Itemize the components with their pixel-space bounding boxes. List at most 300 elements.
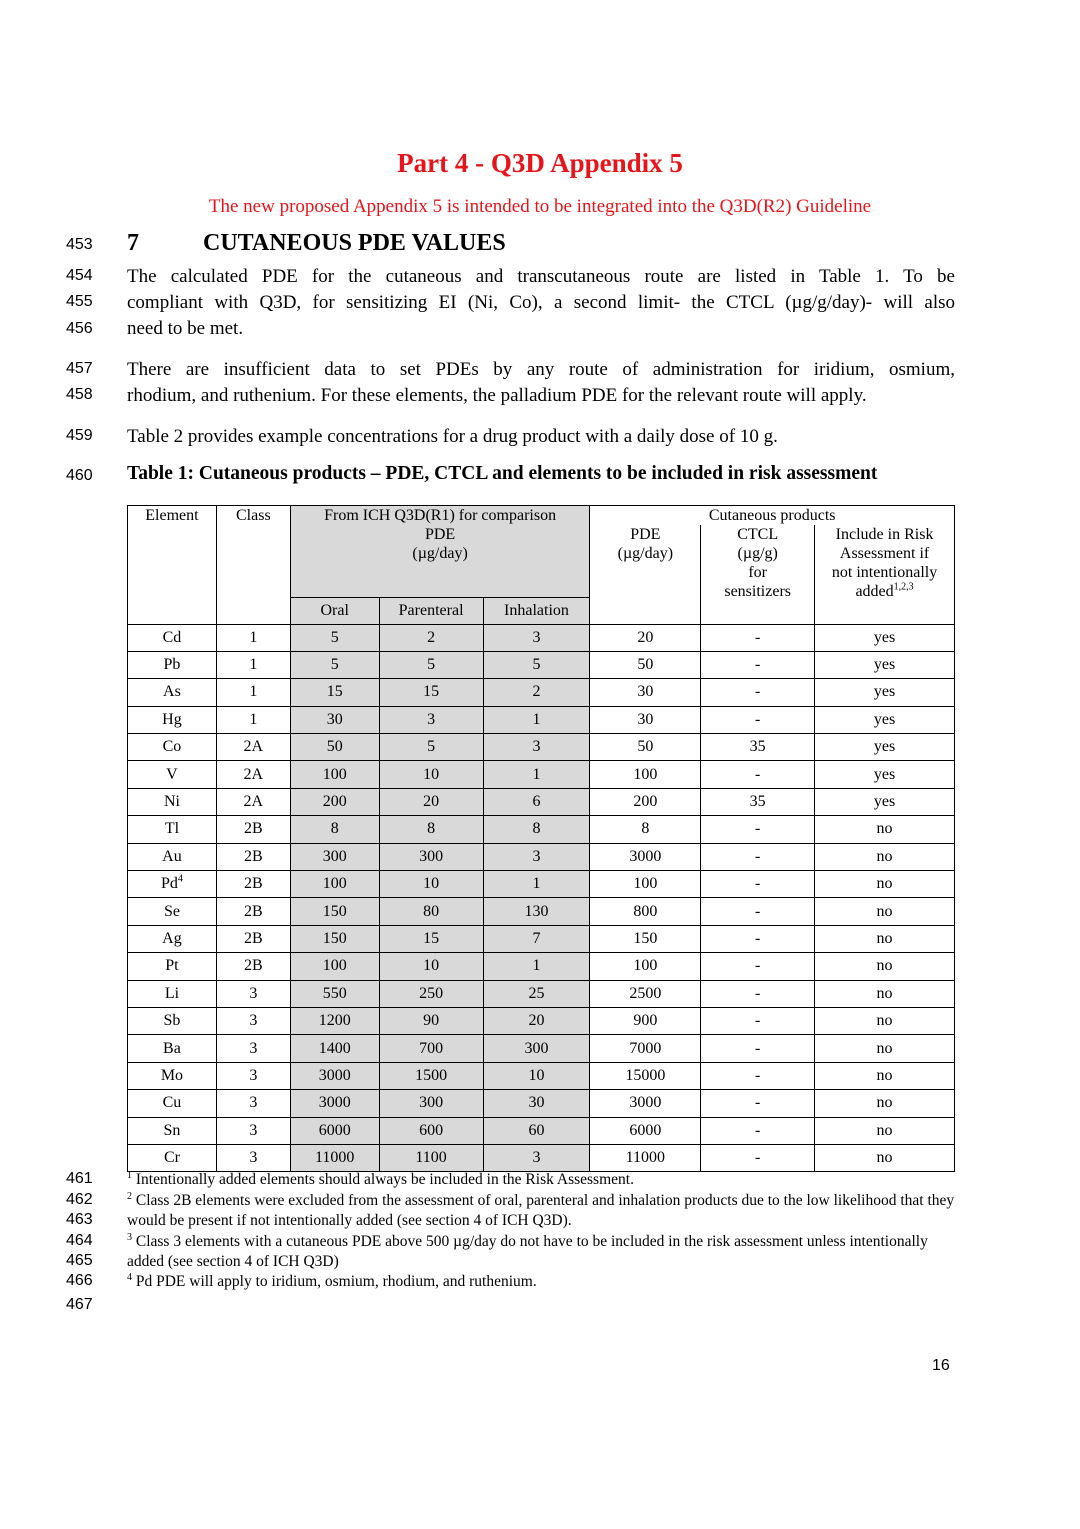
header-ctcl-line: (µg/g) [737,545,778,562]
cell-include [815,679,955,706]
cell-value: - [755,656,761,674]
cell-value: 600 [419,1121,444,1139]
cell-value: 3 [249,984,258,1002]
cell-value: 3 [249,1039,258,1057]
cell-ctcl [701,1007,815,1034]
paragraph-line: rhodium, and ruthenium. For these elements, the palladium PDE for the relevant route will apply. [127,385,867,406]
cell-oral [290,788,379,815]
cell-parenteral [379,788,483,815]
line-number: 466 [66,1272,93,1289]
paragraph-2 [127,357,955,409]
cell-class [216,788,290,815]
cell-element [128,651,217,678]
cell-pde [590,871,701,898]
cell-value: 35 [749,738,766,756]
cell-include [815,1117,955,1144]
cell-value: 3 [249,1121,258,1139]
cell-value: 5 [427,656,436,674]
cell-value: 1 [532,957,541,975]
cell-value: 1 [532,875,541,893]
cell-value: 900 [633,1012,658,1030]
cell-value: 2B [244,820,263,838]
cell-parenteral [379,706,483,733]
cell-parenteral [379,1144,483,1171]
cell-element [128,706,217,733]
footnote-3 [127,1232,955,1272]
header-include-line: added [855,583,894,600]
cell-value: 300 [419,847,444,865]
cell-class [216,734,290,761]
cell-value: 1 [249,710,258,728]
cell-element [128,1035,217,1062]
cell-pde [590,1117,701,1144]
cell-value: no [876,929,893,947]
cell-include [815,706,955,733]
cell-class [216,1090,290,1117]
cell-value: Cd [162,628,182,646]
cell-value: - [755,1066,761,1084]
cell-value: 150 [322,929,347,947]
cell-value: 2500 [629,984,662,1002]
cell-class [216,706,290,733]
header-element: Element [128,506,217,625]
cell-oral [290,871,379,898]
cell-ctcl [701,788,815,815]
header-cutaneous: Cutaneous products [590,506,955,526]
cell-include [815,843,955,870]
cell-ctcl [701,1117,815,1144]
footnote-2 [127,1191,955,1231]
cell-inhalation [483,816,590,843]
cell-value: 3 [532,738,541,756]
cell-value: 150 [633,929,658,947]
page-number: 16 [932,1357,950,1374]
cell-pde [590,624,701,651]
cell-ctcl [701,953,815,980]
line-number: 467 [66,1296,93,1313]
cell-inhalation [483,843,590,870]
cell-value: 3 [427,710,436,728]
table-row [128,1117,955,1144]
cell-pde [590,980,701,1007]
cell-value: 3000 [318,1094,351,1112]
cell-value: - [755,875,761,893]
cell-inhalation [483,734,590,761]
cell-value: 100 [322,765,347,783]
cell-element [128,898,217,925]
table-row [128,925,955,952]
footnote-text: Intentionally added elements should always be included in the Risk Assessment. [135,1171,634,1188]
cell-oral [290,651,379,678]
line-number: 461 [66,1170,93,1187]
header-ctcl [701,525,815,624]
cell-ctcl [701,706,815,733]
cell-ctcl [701,1035,815,1062]
cell-value: 150 [322,902,347,920]
cell-value: Pt [165,957,179,975]
cell-parenteral [379,925,483,952]
table-row [128,816,955,843]
cell-value: 6000 [629,1121,662,1139]
cell-value: 130 [524,902,549,920]
header-cut-pde-unit: (µg/day) [617,545,674,562]
table-row [128,679,955,706]
cell-include [815,898,955,925]
cell-inhalation [483,925,590,952]
cell-value: 6 [532,793,541,811]
cell-value: - [755,1149,761,1167]
cell-value: 1200 [318,1012,351,1030]
cell-value: 300 [419,1094,444,1112]
cell-parenteral [379,679,483,706]
cell-ctcl [701,651,815,678]
header-cutaneous-pde [590,525,701,624]
cell-element [128,925,217,952]
cell-value: no [876,957,893,975]
cell-value: 6000 [318,1121,351,1139]
cell-value: 8 [330,820,339,838]
cell-element [128,871,217,898]
line-number: 454 [66,267,93,284]
cell-value: 1500 [415,1066,448,1084]
section-heading [127,230,506,257]
header-pde-unit: (µg/day) [412,545,468,562]
paragraph-line: compliant with Q3D, for sensitizing EI (Ni, Co), a second limit- the CTCL (µg/g/day)- will also [127,292,955,313]
cell-value: 50 [326,738,343,756]
cell-value: Co [162,738,182,756]
cell-inhalation [483,980,590,1007]
cell-oral [290,1007,379,1034]
cell-value: 5 [330,628,339,646]
cell-include [815,1144,955,1171]
cell-include [815,816,955,843]
line-number: 459 [66,427,93,444]
page-title: Part 4 - Q3D Appendix 5 [397,148,683,178]
cell-value: 100 [633,765,658,783]
header-class: Class [216,506,290,625]
cell-value: 200 [633,793,658,811]
cell-oral [290,1035,379,1062]
cell-value: 1 [532,765,541,783]
cell-value: 3000 [629,847,662,865]
header-oral: Oral [290,597,379,624]
header-from-ich: From ICH Q3D(R1) for comparison [290,506,590,526]
cell-value: Pb [163,656,181,674]
cell-value: no [876,847,893,865]
cell-oral [290,1090,379,1117]
header-include-sup: 1,2,3 [893,581,914,593]
cell-pde [590,898,701,925]
cell-value: - [755,683,761,701]
cell-include [815,1007,955,1034]
footnote-1 [127,1170,955,1190]
cell-value: 20 [637,628,654,646]
cell-value: Ag [162,929,182,947]
cell-include [815,734,955,761]
cell-include [815,953,955,980]
cell-pde [590,816,701,843]
cell-value: - [755,1039,761,1057]
cell-ctcl [701,871,815,898]
cell-value: - [755,929,761,947]
header-include-line: Assessment if [839,545,930,562]
cell-ctcl [701,1144,815,1171]
cell-class [216,898,290,925]
cell-oral [290,980,379,1007]
cell-value: 3 [249,1149,258,1167]
cell-class [216,843,290,870]
cell-value: 15 [423,929,440,947]
paragraph-line: Table 2 provides example concentrations for a drug product with a daily dose of 10 g. [127,426,778,447]
cell-value: 700 [419,1039,444,1057]
cell-class [216,1035,290,1062]
cell-pde [590,734,701,761]
table-row [128,898,955,925]
paragraph-line: There are insufficient data to set PDEs by any route of administration for iridium, osmium, [127,359,955,380]
cell-class [216,1117,290,1144]
cell-value: no [876,875,893,893]
line-number: 462 [66,1191,93,1208]
cell-element [128,1144,217,1171]
cell-include [815,651,955,678]
cell-ctcl [701,980,815,1007]
cell-value: 550 [322,984,347,1002]
cell-value: 20 [423,793,440,811]
footnote-text: Pd PDE will apply to iridium, osmium, rhodium, and ruthenium. [135,1273,537,1290]
cell-value: 35 [749,793,766,811]
footnote-mark: 4 [127,1271,132,1283]
cell-include [815,788,955,815]
cell-value: 3 [249,1012,258,1030]
table-row [128,980,955,1007]
cell-value: 1 [532,710,541,728]
cell-value: 800 [633,902,658,920]
cell-class [216,624,290,651]
table-row [128,788,955,815]
cell-oral [290,953,379,980]
cell-value: 2A [243,738,264,756]
cell-value: - [755,902,761,920]
cell-value: 5 [532,656,541,674]
cell-parenteral [379,1007,483,1034]
cell-inhalation [483,624,590,651]
cell-element [128,843,217,870]
table-row [128,953,955,980]
cell-value: 7 [532,929,541,947]
cell-class [216,953,290,980]
cell-pde [590,953,701,980]
cell-value: Mo [160,1066,184,1084]
table-row [128,624,955,651]
cell-ctcl [701,624,815,651]
line-number: 460 [66,467,93,484]
cell-value: yes [873,738,896,756]
table-row [128,761,955,788]
cell-value: 3000 [629,1094,662,1112]
cell-value: - [755,1094,761,1112]
cell-element [128,816,217,843]
cell-value: yes [873,683,896,701]
cell-pde [590,1090,701,1117]
table-row [128,1007,955,1034]
cell-value: 30 [326,710,343,728]
cell-value: 3000 [318,1066,351,1084]
cell-oral [290,1144,379,1171]
cell-pde [590,1035,701,1062]
cell-pde [590,679,701,706]
cell-value: 90 [423,1012,440,1030]
cell-value: 8 [427,820,436,838]
cell-value: 200 [322,793,347,811]
cell-value: - [755,628,761,646]
cell-value: 2B [244,847,263,865]
cell-value: - [755,820,761,838]
cell-value: - [755,1121,761,1139]
cell-oral [290,1117,379,1144]
cell-value: 10 [423,875,440,893]
cell-value: 50 [637,738,654,756]
cell-inhalation [483,761,590,788]
cell-class [216,651,290,678]
cell-class [216,925,290,952]
cell-value: 8 [532,820,541,838]
cell-value: Sb [163,1012,181,1030]
paragraph-1 [127,264,955,342]
cell-value: 25 [528,984,545,1002]
paragraph-3 [127,424,955,450]
cell-value: - [755,710,761,728]
cell-parenteral [379,816,483,843]
cell-pde [590,1062,701,1089]
cell-class [216,871,290,898]
cell-value: 2 [427,628,436,646]
cell-value: no [876,1039,893,1057]
header-pde: PDE [424,526,456,543]
cell-oral [290,898,379,925]
cell-element [128,1117,217,1144]
cell-element [128,788,217,815]
cell-value: - [755,1012,761,1030]
cell-value: 10 [423,765,440,783]
cell-value: 3 [532,1149,541,1167]
cell-parenteral [379,734,483,761]
cell-value: 2 [532,683,541,701]
line-number: 456 [66,320,93,337]
footnote-mark: 1 [127,1169,132,1181]
cell-value: Ba [163,1039,181,1057]
cell-value: 30 [637,683,654,701]
cell-value: 300 [322,847,347,865]
cell-value: no [876,902,893,920]
cell-ctcl [701,761,815,788]
footnote-text: Class 3 elements with a cutaneous PDE above 500 µg/day do not have to be included in the risk assessment unless intentionally added (see section 4 of ICH Q3D) [127,1233,928,1270]
cell-oral [290,843,379,870]
cell-parenteral [379,1035,483,1062]
cell-value: 80 [423,902,440,920]
paragraph-line: The calculated PDE for the cutaneous and transcutaneous route are listed in Table 1. To be [127,266,955,287]
cell-value: 2A [243,793,264,811]
cell-oral [290,679,379,706]
header-inhalation: Inhalation [483,597,590,624]
cell-value: 1 [249,628,258,646]
cell-ctcl [701,925,815,952]
cell-include [815,624,955,651]
table-row [128,734,955,761]
cell-value: 1400 [318,1039,351,1057]
cell-value: 15000 [625,1066,666,1084]
cell-value: no [876,1012,893,1030]
cell-value: no [876,1066,893,1084]
cell-value: yes [873,765,896,783]
page-subtitle: The new proposed Appendix 5 is intended to be integrated into the Q3D(R2) Guideline [208,196,872,217]
cell-class [216,1144,290,1171]
cell-value: 11000 [315,1149,355,1167]
cell-parenteral [379,1117,483,1144]
table-row [128,706,955,733]
cell-pde [590,788,701,815]
cell-element [128,1007,217,1034]
cell-value: 10 [528,1066,545,1084]
cell-include [815,761,955,788]
header-pde-group [290,525,590,597]
table-row [128,871,955,898]
cell-value: As [163,683,181,701]
cell-oral [290,761,379,788]
cell-value: 7000 [629,1039,662,1057]
header-parenteral: Parenteral [379,597,483,624]
cell-value: 1 [249,656,258,674]
cell-parenteral [379,651,483,678]
cell-class [216,980,290,1007]
cell-value: 100 [322,875,347,893]
cell-oral [290,706,379,733]
cell-value: 11000 [625,1149,666,1167]
header-include-line: not intentionally [831,564,938,581]
cell-value: 5 [330,656,339,674]
cell-element [128,624,217,651]
cell-value: 15 [423,683,440,701]
cell-oral [290,925,379,952]
cell-inhalation [483,871,590,898]
cell-oral [290,816,379,843]
cell-value: Sn [163,1121,181,1139]
cell-inhalation [483,651,590,678]
cell-inhalation [483,1035,590,1062]
cell-oral [290,734,379,761]
cell-value: - [755,847,761,865]
cell-ctcl [701,1062,815,1089]
table-row [128,843,955,870]
cell-value: 2B [244,902,263,920]
cell-value: 100 [633,957,658,975]
cell-value: Ni [163,793,180,811]
pde-table [127,505,955,1172]
cell-include [815,1035,955,1062]
cell-value: Hg [162,710,182,728]
line-number: 463 [66,1211,93,1228]
cell-value: 50 [637,656,654,674]
cell-parenteral [379,624,483,651]
cell-value: 100 [633,875,658,893]
table-row [128,1144,955,1171]
cell-value: Cu [162,1094,182,1112]
line-number: 464 [66,1232,93,1249]
cell-value: Au [162,847,182,865]
cell-parenteral [379,1090,483,1117]
footnote-mark: 3 [127,1231,132,1243]
cell-value: 1100 [415,1149,447,1167]
cell-value: 10 [423,957,440,975]
